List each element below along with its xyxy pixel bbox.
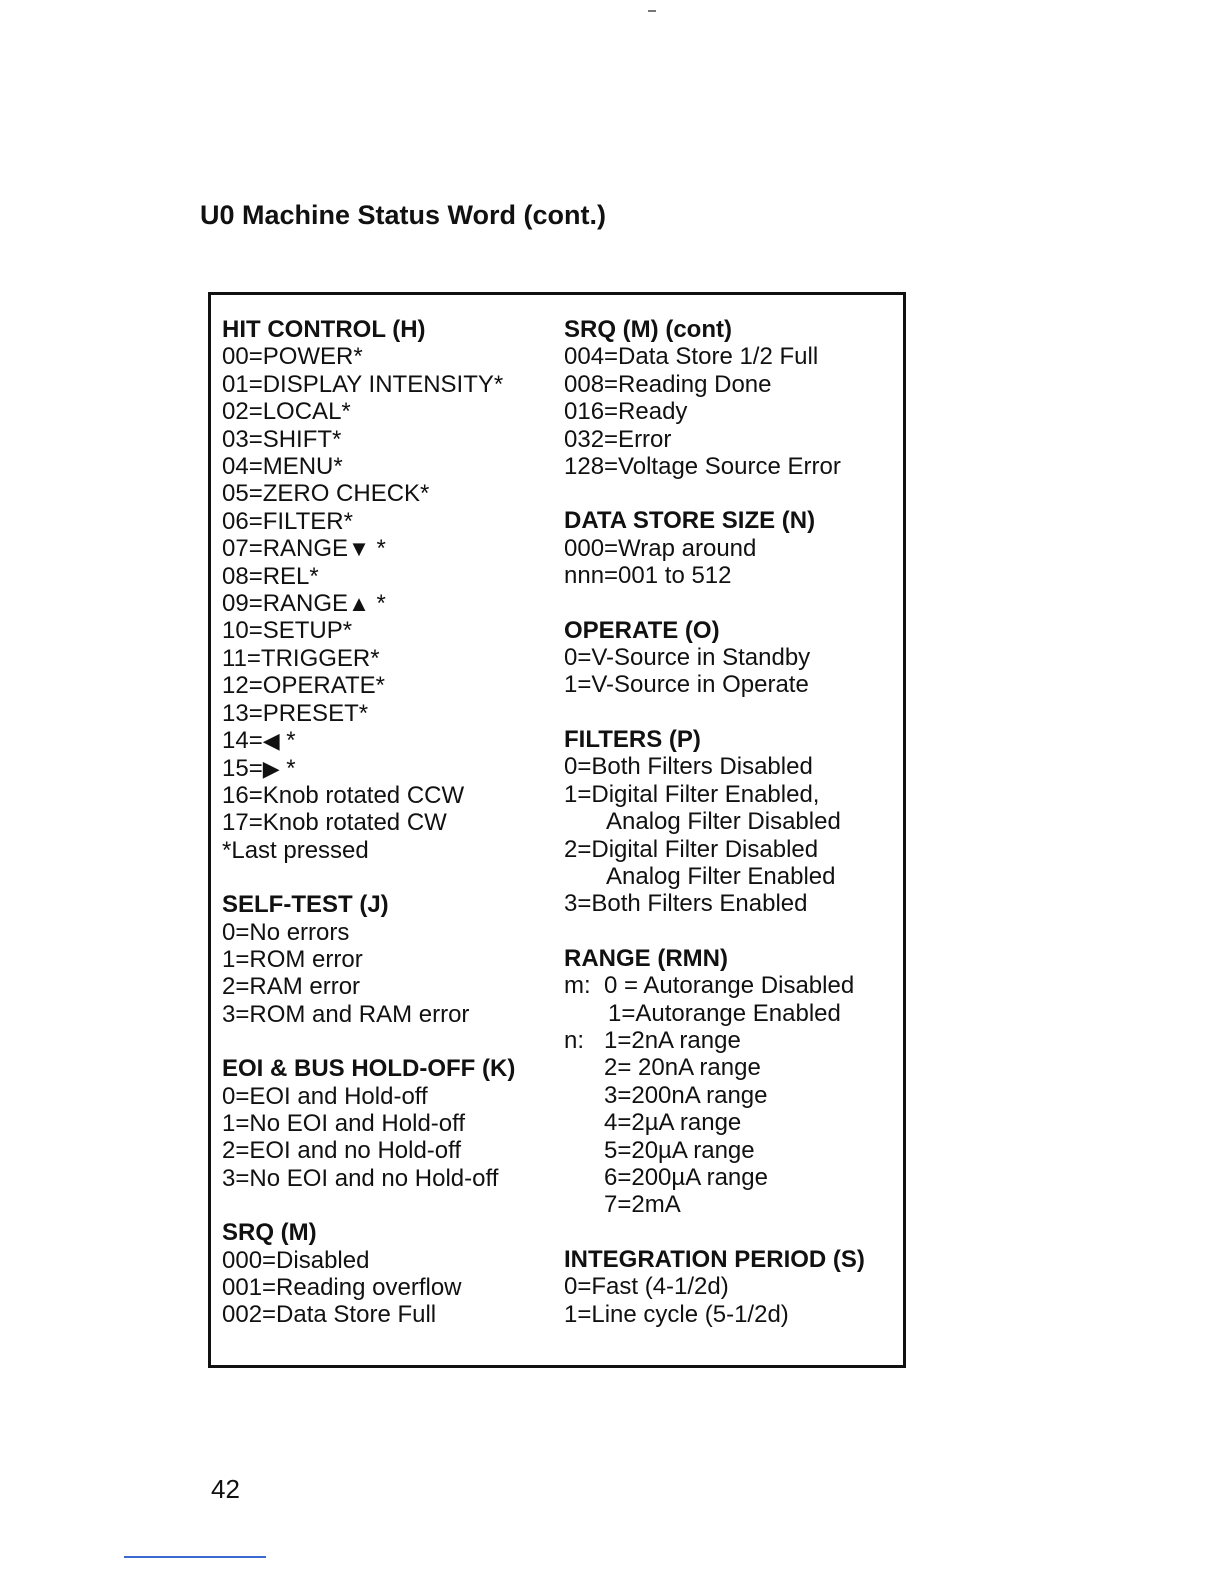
- item-suffix: *: [369, 590, 386, 618]
- list-item-continuation: Analog Filter Enabled: [606, 862, 836, 890]
- list-item: 001=Reading overflow: [222, 1274, 462, 1301]
- triangle-left-icon: ◀: [262, 728, 280, 754]
- list-item: 5=20µA range: [604, 1136, 755, 1164]
- srq-section: [222, 1219, 552, 1329]
- right-column: [564, 316, 899, 1328]
- list-item: [564, 1000, 899, 1027]
- list-item: 008=Reading Done: [564, 370, 772, 398]
- section-heading: DATA STORE SIZE (N): [564, 507, 816, 535]
- list-item: 04=MENU*: [222, 453, 343, 481]
- srq-cont-section: [564, 316, 899, 480]
- list-item: 3=ROM and RAM error: [222, 1000, 470, 1028]
- self-test-section: [222, 891, 552, 1028]
- list-item: 3=200nA range: [604, 1081, 768, 1109]
- filters-section: [564, 726, 899, 918]
- left-column: [222, 316, 552, 1329]
- range-section: [564, 945, 899, 1219]
- list-item: 000=Disabled: [222, 1246, 370, 1274]
- list-item: 004=Data Store 1/2 Full: [564, 343, 819, 371]
- list-item: 00=POWER*: [222, 343, 363, 371]
- list-item: 002=Data Store Full: [222, 1301, 437, 1329]
- list-item: 11=TRIGGER*: [222, 644, 380, 672]
- eoi-section: [222, 1055, 552, 1192]
- list-item: 02=LOCAL*: [222, 398, 351, 426]
- list-item-range-up: [222, 590, 552, 617]
- item-suffix: *: [279, 754, 296, 782]
- list-item: 1=Digital Filter Enabled,: [564, 780, 820, 808]
- section-heading: HIT CONTROL (H): [222, 316, 426, 343]
- integration-section: [564, 1246, 899, 1328]
- range-m-row: [564, 972, 899, 999]
- item-text: 09=RANGE: [222, 590, 349, 618]
- m-label: m:: [564, 972, 591, 1000]
- range-n-row: [564, 1027, 899, 1054]
- list-item-left-arrow: [222, 727, 552, 754]
- list-item: 12=OPERATE*: [222, 672, 385, 700]
- list-item: 06=FILTER*: [222, 507, 353, 535]
- triangle-up-icon: ▲: [348, 591, 370, 617]
- list-item: 0=EOI and Hold-off: [222, 1082, 428, 1110]
- list-item: 1=2nA range: [604, 1026, 741, 1054]
- section-heading: FILTERS (P): [564, 725, 701, 753]
- list-item: 10=SETUP*: [222, 617, 353, 645]
- section-heading: EOI & BUS HOLD-OFF (K): [222, 1055, 516, 1083]
- list-item: 000=Wrap around: [564, 534, 757, 562]
- list-item: 0=Fast (4-1/2d): [564, 1273, 729, 1301]
- list-item: 1=No EOI and Hold-off: [222, 1109, 466, 1137]
- list-item: 1=Line cycle (5-1/2d): [564, 1300, 789, 1328]
- item-text: 15=: [222, 754, 263, 782]
- list-item: 3=Both Filters Enabled: [564, 890, 808, 918]
- list-item: 3=No EOI and no Hold-off: [222, 1164, 499, 1192]
- list-item: 1=V-Source in Operate: [564, 671, 809, 699]
- list-item: 032=Error: [564, 425, 672, 453]
- section-heading: RANGE (RMN): [564, 944, 728, 972]
- list-item: 7=2mA: [604, 1191, 681, 1219]
- item-suffix: *: [369, 535, 386, 563]
- list-item: 08=REL*: [222, 562, 319, 590]
- footer-rule: [124, 1556, 266, 1558]
- section-heading: SRQ (M) (cont): [564, 316, 732, 343]
- list-item: 0=V-Source in Standby: [564, 644, 811, 672]
- list-item: 016=Ready: [564, 398, 688, 426]
- n-label: n:: [564, 1026, 585, 1054]
- list-item: 2=EOI and no Hold-off: [222, 1137, 462, 1165]
- list-item: 128=Voltage Source Error: [564, 453, 841, 481]
- list-item: 2=RAM error: [222, 973, 361, 1001]
- list-item: 05=ZERO CHECK*: [222, 480, 430, 508]
- data-store-section: [564, 507, 899, 589]
- footnote: *Last pressed: [222, 836, 369, 864]
- list-item-text: 1=Autorange Enabled: [608, 999, 841, 1027]
- list-item: 2= 20nA range: [604, 1054, 761, 1082]
- list-item: 17=Knob rotated CW: [222, 809, 447, 837]
- list-item: 13=PRESET*: [222, 699, 369, 727]
- list-item: 1=ROM error: [222, 945, 363, 973]
- list-item-continuation: Analog Filter Disabled: [606, 808, 841, 836]
- section-heading: SRQ (M): [222, 1219, 317, 1247]
- list-item: 16=Knob rotated CCW: [222, 781, 465, 809]
- list-item: 2=Digital Filter Disabled: [564, 835, 819, 863]
- list-item: nnn=001 to 512: [564, 562, 732, 590]
- hit-control-section: [222, 316, 552, 864]
- item-text: 14=: [222, 727, 263, 755]
- triangle-right-icon: ▶: [262, 755, 280, 781]
- list-item: 03=SHIFT*: [222, 425, 342, 453]
- list-item-range-down: [222, 535, 552, 562]
- list-item: 0=No errors: [222, 918, 350, 946]
- operate-section: [564, 617, 899, 699]
- page-title: U0 Machine Status Word (cont.): [200, 200, 607, 230]
- section-heading: OPERATE (O): [564, 616, 720, 644]
- top-mark: [648, 10, 656, 12]
- triangle-down-icon: ▼: [348, 536, 370, 562]
- section-heading: SELF-TEST (J): [222, 891, 389, 919]
- section-heading: INTEGRATION PERIOD (S): [564, 1245, 865, 1273]
- item-suffix: *: [279, 727, 296, 755]
- list-item: 0=Both Filters Disabled: [564, 753, 813, 781]
- page-number: 42: [211, 1474, 240, 1504]
- list-item: 6=200µA range: [604, 1163, 768, 1191]
- list-item-right-arrow: [222, 755, 552, 782]
- list-item: 4=2µA range: [604, 1109, 742, 1137]
- list-item: 01=DISPLAY INTENSITY*: [222, 370, 504, 398]
- list-item: 0 = Autorange Disabled: [604, 972, 855, 1000]
- item-text: 07=RANGE: [222, 535, 349, 563]
